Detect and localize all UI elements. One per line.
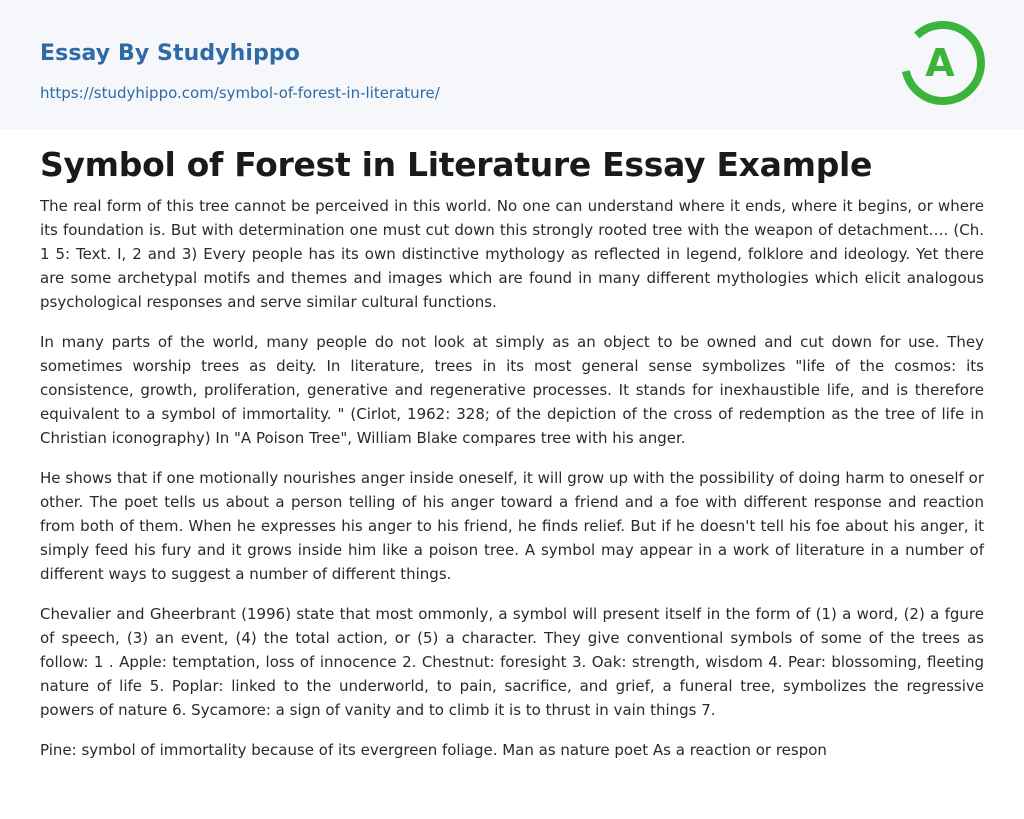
logo-letter: A <box>925 41 955 85</box>
paragraph: The real form of this tree cannot be perceived in this world. No one can understand where it ends, where it begins, or where its foundation is. But with determination one must cut down this strongly rooted tree with the weapon of detachment…. (Ch. 1 5: Text. I, 2 and 3) Every people has its own distinctive mythology as reflected in legend, folklore and ideology. Yet there are some archetypal motifs and themes and images which are found in many different mythologies which elicit analogous psychological responses and serve similar cultural functions. <box>40 197 984 311</box>
logo-graphic <box>898 18 988 108</box>
paragraph: He shows that if one motionally nourishes anger inside oneself, it will grow up with the possibility of doing harm to oneself or other. The poet tells us about a person telling of his anger toward a friend and a foe with different response and reaction from both of them. When he expresses his anger to his friend, he finds relief. But if he doesn't tell his foe about his anger, it simply feed his fury and it grows inside him like a poison tree. A symbol may appear in a work of literature in a number of different ways to suggest a number of different things. <box>40 469 984 583</box>
paragraph: Pine: symbol of immortality because of its evergreen foliage. Man as nature poet As a reaction or respon <box>40 741 827 759</box>
essay-body <box>40 194 984 778</box>
studyhippo-logo-icon[interactable] <box>898 18 988 108</box>
brand-name[interactable]: Essay By Studyhippo <box>40 41 300 66</box>
paragraph: Chevalier and Gheerbrant (1996) state that most ommonly, a symbol will present itself in the form of (1) a word, (2) a fgure of speech, (3) an event, (4) the total action, or (5) a character. They give conventional symbols of some of the trees as follow: 1 . Apple: temptation, loss of innocence 2. Chestnut: foresight 3. Oak: strength, wisdom 4. Pear: blossoming, fleeting nature of life 5. Poplar: linked to the underworld, to pain, sacrifice, and grief, a funeral tree, symbolizes the regressive powers of nature 6. Sycamore: a sign of vanity and to climb it is to thrust in vain things 7. <box>40 605 984 719</box>
page-title: Symbol of Forest in Literature Essay Example <box>40 145 873 184</box>
page-url-link[interactable]: https://studyhippo.com/symbol-of-forest-in-literature/ <box>40 84 440 102</box>
site-header <box>0 0 1024 129</box>
paragraph: In many parts of the world, many people do not look at simply as an object to be owned and cut down for use. They sometimes worship trees as deity. In literature, trees in its most general sense symbolizes "life of the cosmos: its consistence, growth, proliferation, generative and regenerative processes. It stands for inexhaustible life, and is therefore equivalent to a symbol of immortality. " (Cirlot, 1962: 328; of the depiction of the cross of redemption as the tree of life in Christian iconography) In "A Poison Tree", William Blake compares tree with his anger. <box>40 333 984 447</box>
